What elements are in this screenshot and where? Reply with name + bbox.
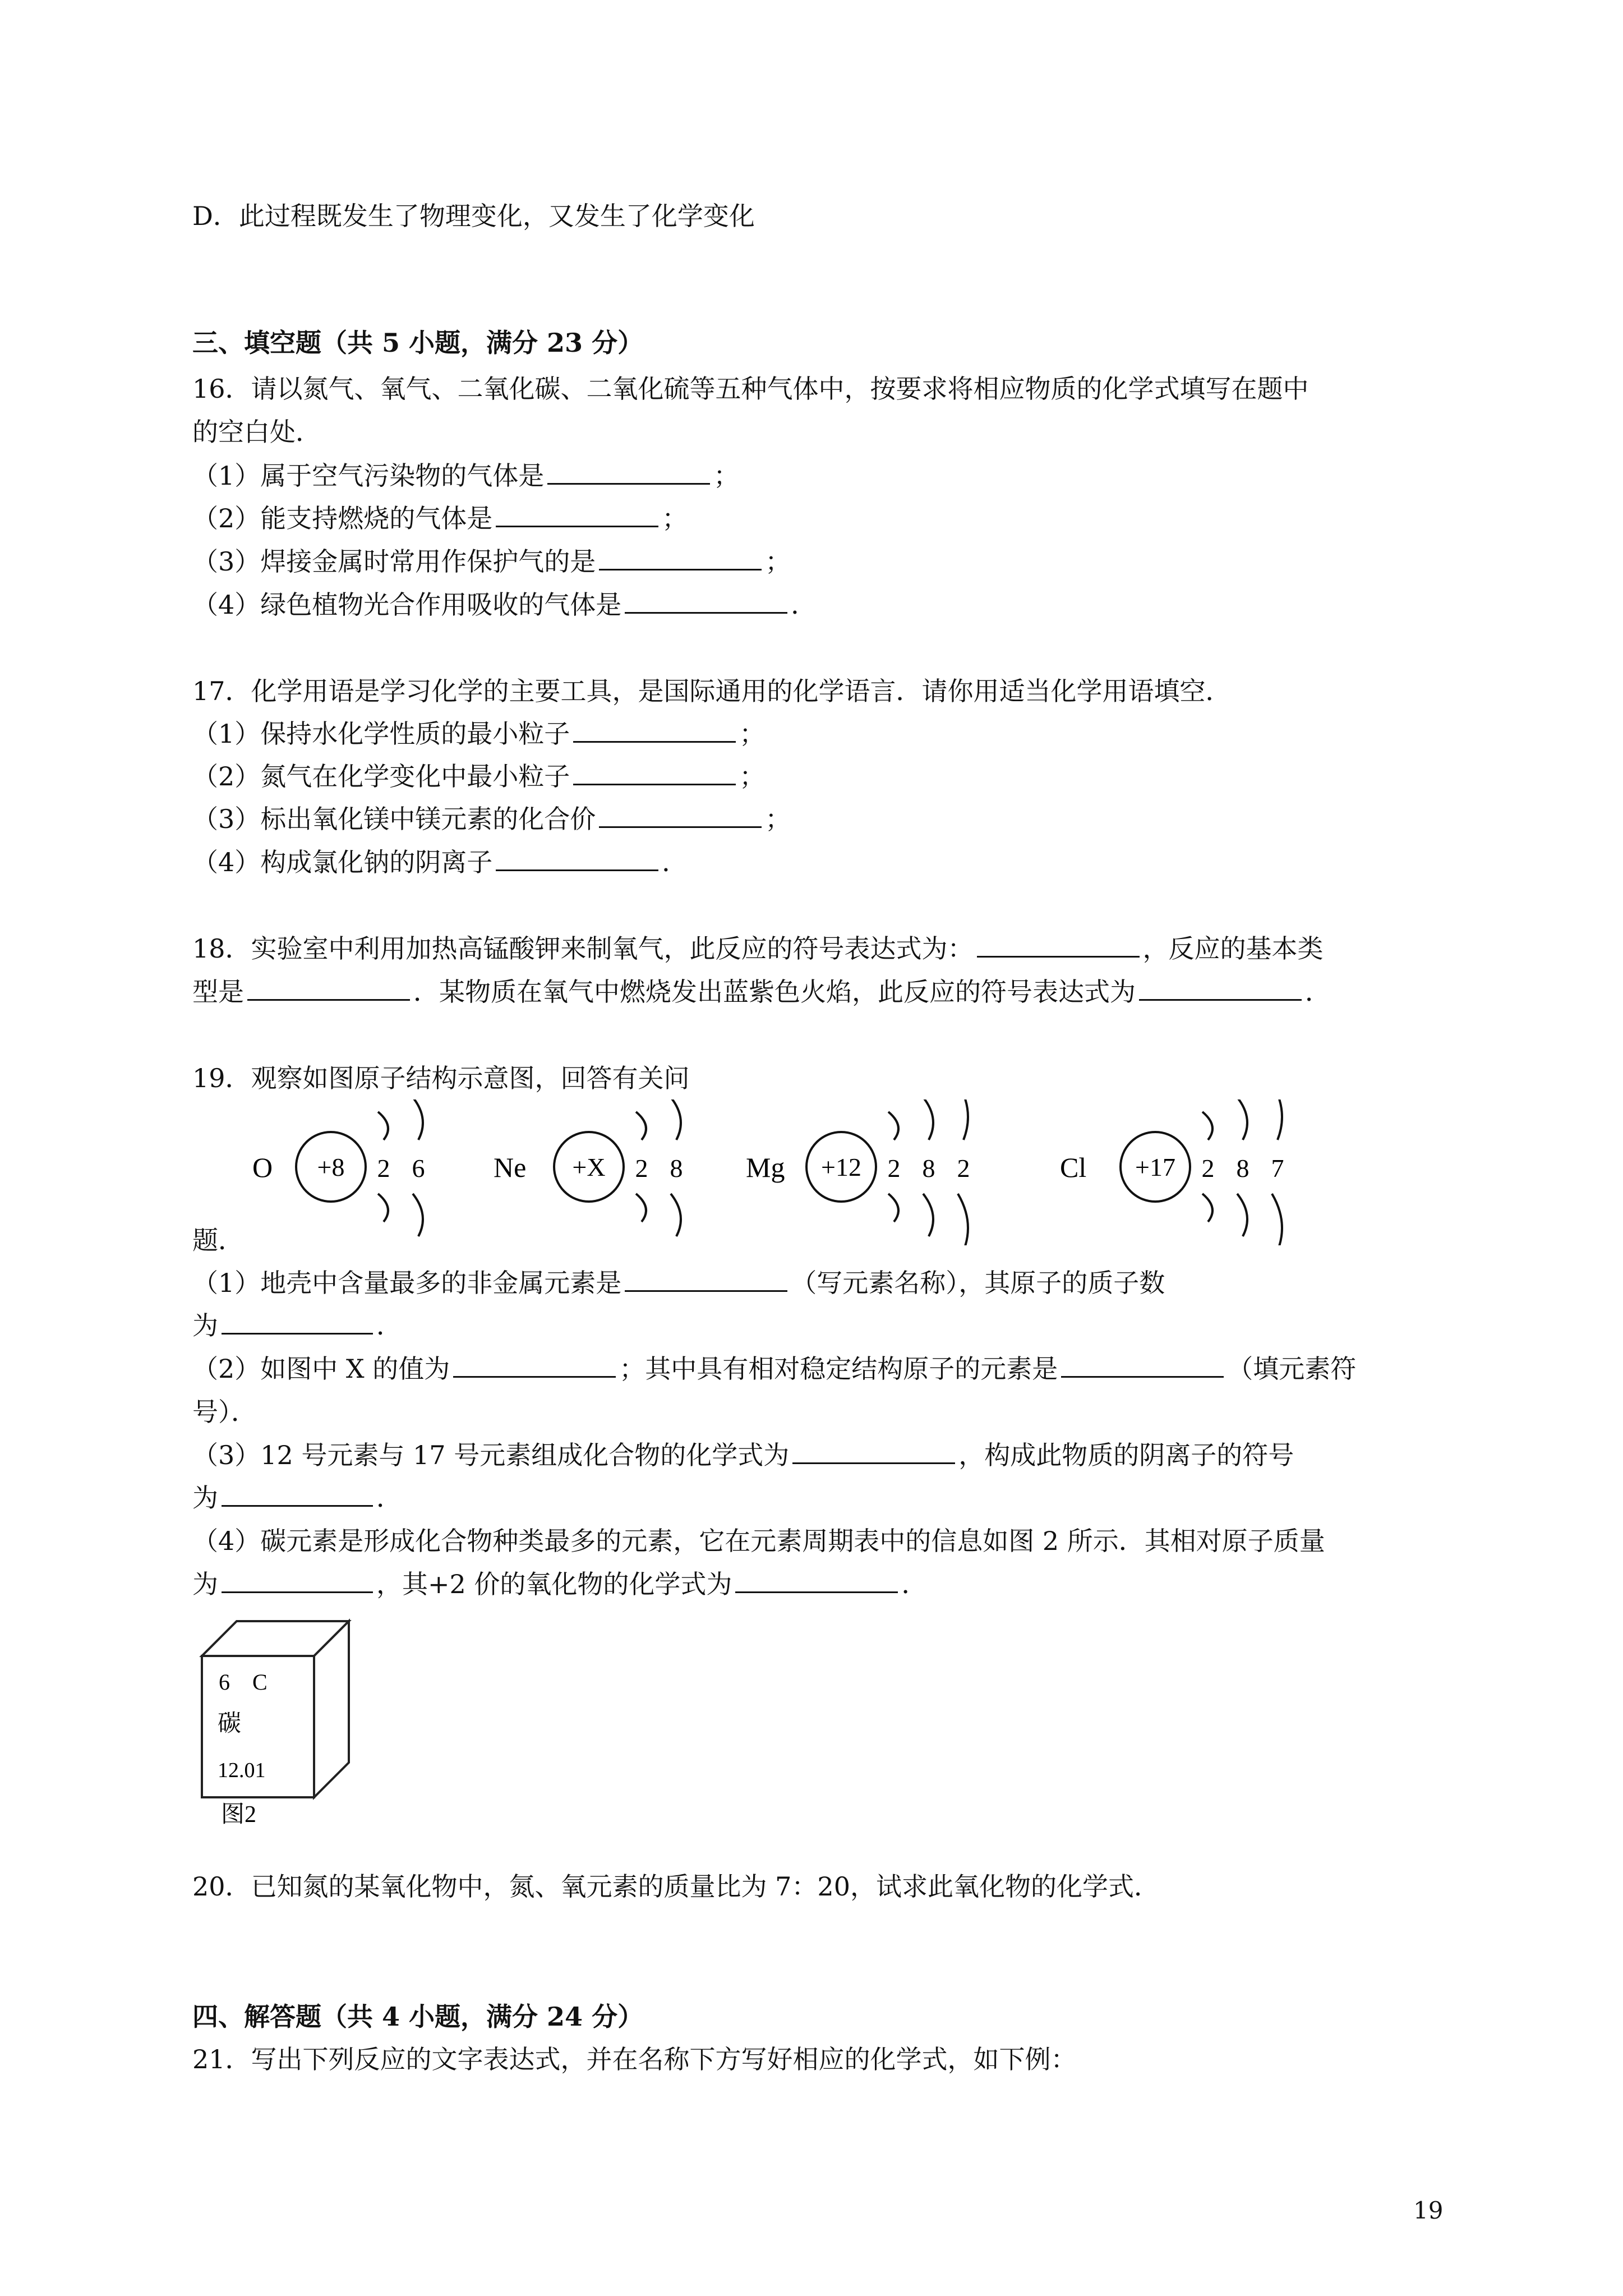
answer-blank[interactable] — [1139, 979, 1302, 1001]
shell-arc — [958, 1194, 968, 1245]
q19-3-text: （3）12 号元素与 17 号元素组成化合物的化学式为 — [192, 1440, 790, 1470]
q18-text-4: ．某物质在氧气中燃烧发出蓝紫色火焰，此反应的符号表达式为 — [413, 977, 1136, 1007]
shell-electron-count: 8 — [670, 1154, 683, 1182]
q19-item-4: （4）碳元素是形成化合物种类最多的元素，它在元素周期表中的信息如图 2 所示．其相对原子质量 — [192, 1526, 1325, 1556]
shell-electron-count: 6 — [412, 1154, 425, 1182]
shell-arc — [1272, 1099, 1282, 1140]
semicolon: ； — [713, 461, 740, 491]
shell-electron-count: 8 — [922, 1154, 935, 1182]
section-4-title: 四、解答题（共 4 小题，满分 24 分） — [192, 2001, 644, 2032]
period: ． — [376, 1310, 402, 1341]
shell-arc — [378, 1194, 388, 1222]
answer-blank[interactable] — [222, 1313, 373, 1335]
q19-item-1 — [192, 1270, 1165, 1296]
q19-1-text-2: （写元素名称），其原子的质子数 — [791, 1268, 1165, 1298]
atomic-number: 6 — [219, 1669, 230, 1695]
shell-arc — [671, 1099, 681, 1140]
q17-2-text: （2）氮气在化学变化中最小粒子 — [192, 761, 570, 792]
q18-text-3: 型是 — [192, 977, 244, 1007]
q17-stem: 17．化学用语是学习化学的主要工具，是国际通用的化学语言．请你用适当化学用语填空． — [192, 676, 1232, 706]
q19-item-4-cont — [192, 1571, 927, 1597]
q16-stem: 16．请以氮气、氧气、二氧化碳、二氧化硫等五种气体中，按要求将相应物质的化学式填写在题中 — [192, 374, 1309, 404]
period: ． — [901, 1569, 928, 1599]
semicolon: ； — [765, 546, 791, 577]
shell-arc — [1202, 1194, 1212, 1222]
shell-electron-count: 2 — [635, 1154, 648, 1182]
q19-2-text-3: （填元素符 — [1227, 1354, 1357, 1384]
answer-blank[interactable] — [792, 1442, 955, 1464]
shell-arc — [958, 1099, 968, 1140]
q19-2-text: （2）如图中 X 的值为 — [192, 1354, 450, 1384]
page-number: 19 — [1413, 2197, 1444, 2224]
shell-arc — [413, 1194, 423, 1236]
q17-item-2 — [192, 761, 766, 792]
shell-arc — [671, 1194, 681, 1236]
answer-blank[interactable] — [496, 505, 658, 527]
q16-3-text: （3）焊接金属时常用作保护气的是 — [192, 546, 596, 577]
q19-1-text-3: 为 — [192, 1310, 218, 1341]
atomic-mass: 12.01 — [218, 1759, 266, 1782]
answer-blank[interactable] — [247, 979, 410, 1001]
atom-symbol: Ne — [494, 1152, 527, 1183]
q16-4-text: （4）绿色植物光合作用吸收的气体是 — [192, 590, 622, 620]
answer-blank[interactable] — [625, 592, 787, 614]
q16-item-4 — [192, 592, 817, 618]
shell-electron-count: 2 — [957, 1154, 970, 1182]
shell-arc — [378, 1112, 388, 1140]
q17-item-1 — [192, 721, 765, 747]
q18-text-1: 18．实验室中利用加热高锰酸钾来制氧气，此反应的符号表达式为： — [192, 933, 974, 964]
nucleus-charge: +17 — [1135, 1153, 1175, 1181]
q16-1-text: （1）属于空气污染物的气体是 — [192, 461, 545, 491]
shell-arc — [636, 1194, 646, 1222]
shell-arc — [923, 1099, 933, 1140]
q18-line-1 — [192, 933, 1324, 964]
q19-item-2 — [192, 1356, 1356, 1382]
nucleus-charge: +X — [572, 1153, 606, 1181]
q19-3-text-2: ，构成此物质的阴离子的符号 — [958, 1440, 1294, 1470]
q19-4-text-2: 为 — [192, 1569, 218, 1599]
answer-blank[interactable] — [735, 1571, 898, 1593]
q19-item-3-cont — [192, 1485, 402, 1511]
semicolon: ； — [765, 804, 791, 834]
q17-item-4 — [192, 849, 688, 875]
answer-blank[interactable] — [1061, 1356, 1224, 1378]
answer-blank[interactable] — [977, 936, 1140, 958]
answer-blank[interactable] — [573, 721, 736, 743]
shell-electron-count: 7 — [1271, 1154, 1284, 1182]
q19-item-1-cont — [192, 1310, 402, 1341]
nucleus-charge: +12 — [821, 1153, 861, 1181]
answer-blank[interactable] — [599, 806, 762, 828]
q19-1-text: （1）地壳中含量最多的非金属元素是 — [192, 1268, 622, 1298]
atom-diagram-mg — [746, 1099, 970, 1245]
q19-item-3 — [192, 1442, 1294, 1468]
q17-3-text: （3）标出氧化镁中镁元素的化合价 — [192, 804, 596, 834]
period: ． — [376, 1483, 402, 1513]
q19-item-2-cont: 号）． — [192, 1397, 257, 1427]
q21: 21．写出下列反应的文字表达式，并在名称下方写好相应的化学式，如下例： — [192, 2044, 1077, 2074]
shell-arc — [413, 1099, 423, 1140]
shell-arc — [1202, 1112, 1212, 1140]
answer-blank[interactable] — [599, 549, 762, 570]
shell-electron-count: 8 — [1236, 1154, 1249, 1182]
atom-structure-diagram — [247, 1099, 1301, 1245]
semicolon: ； — [739, 761, 766, 792]
semicolon: ； — [739, 719, 766, 749]
period: ． — [1305, 977, 1331, 1007]
q19-3-text-3: 为 — [192, 1483, 218, 1513]
q19-4-text-3: ，其+2 价的氧化物的化学式为 — [376, 1569, 732, 1599]
shell-arc — [888, 1112, 898, 1140]
atom-diagram-ne — [494, 1099, 683, 1236]
shell-electron-count: 2 — [887, 1154, 901, 1182]
q18-text-2: ，反应的基本类 — [1142, 933, 1324, 964]
period: ． — [662, 847, 688, 877]
shell-arc — [1237, 1099, 1247, 1140]
element-card-figure — [196, 1616, 365, 1829]
shell-arc — [636, 1112, 646, 1140]
q16-2-text: （2）能支持燃烧的气体是 — [192, 503, 493, 533]
figure-caption: 图2 — [221, 1802, 257, 1828]
atom-symbol: Mg — [746, 1152, 785, 1183]
option-d: D．此过程既发生了物理变化，又发生了化学变化 — [192, 201, 755, 231]
atom-symbol: Cl — [1060, 1152, 1087, 1183]
q16-item-1 — [192, 463, 739, 489]
answer-blank[interactable] — [625, 1270, 787, 1292]
semicolon: ； — [662, 503, 688, 533]
q18-line-2 — [192, 979, 1331, 1005]
q19-stem: 19．观察如图原子结构示意图，回答有关问 — [192, 1063, 690, 1093]
q19-2-text-2: ；其中具有相对稳定结构原子的元素是 — [619, 1354, 1058, 1384]
atom-symbol: O — [252, 1152, 273, 1183]
q17-1-text: （1）保持水化学性质的最小粒子 — [192, 719, 570, 749]
shell-arc — [923, 1194, 933, 1236]
element-symbol: C — [252, 1669, 268, 1695]
q20: 20．已知氮的某氧化物中，氮、氧元素的质量比为 7：20，试求此氧化物的化学式． — [192, 1871, 1160, 1902]
answer-blank[interactable] — [222, 1571, 373, 1593]
period: ． — [791, 590, 817, 620]
nucleus-charge: +8 — [317, 1153, 345, 1181]
atom-diagram-cl — [1060, 1099, 1284, 1245]
answer-blank[interactable] — [222, 1485, 373, 1507]
shell-electron-count: 2 — [1201, 1154, 1215, 1182]
q16-item-3 — [192, 546, 791, 577]
section-heading — [192, 330, 643, 356]
shell-arc — [888, 1194, 898, 1222]
q17-4-text: （4）构成氯化钠的阴离子 — [192, 847, 493, 877]
answer-blank[interactable] — [547, 463, 710, 485]
shell-arc — [1237, 1194, 1247, 1236]
section-3-title: 三、填空题（共 5 小题，满分 23 分） — [192, 328, 644, 358]
answer-blank[interactable] — [496, 849, 658, 871]
shell-electron-count: 2 — [377, 1154, 390, 1182]
element-name: 碳 — [218, 1711, 242, 1737]
q16-item-2 — [192, 505, 688, 531]
atom-diagram-o — [252, 1099, 425, 1236]
q16-stem-cont: 的空白处． — [192, 417, 321, 447]
section-heading — [192, 2001, 644, 2032]
answer-blank[interactable] — [453, 1356, 616, 1378]
q17-item-3 — [192, 806, 791, 832]
q19-stem-cont: 题． — [192, 1225, 244, 1255]
shell-arc — [1272, 1194, 1282, 1245]
answer-blank[interactable] — [573, 763, 736, 785]
